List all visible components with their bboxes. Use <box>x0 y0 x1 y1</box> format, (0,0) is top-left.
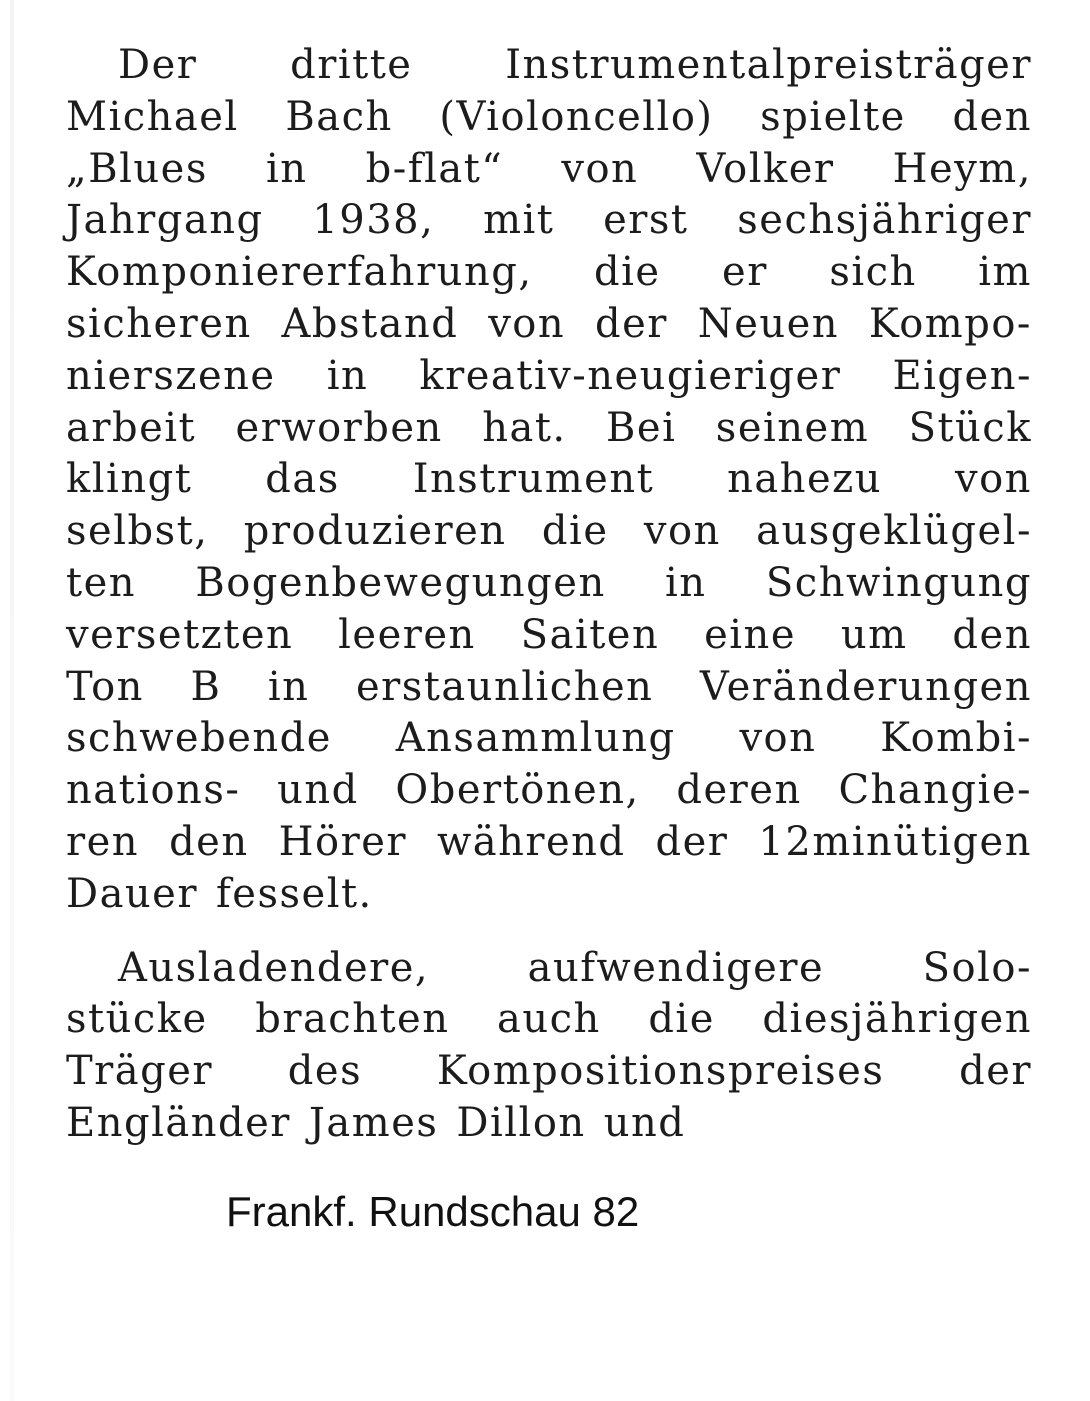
article-line: sicheren Abstand von der Neuen Kompo- <box>66 300 1032 347</box>
article-line: Komponiererfahrung, die er sich im <box>66 249 1032 296</box>
article-line: Träger des Kompositionspreises der <box>66 1048 1032 1095</box>
article-line: „Blues in b-flat“ von Volker Heym, <box>66 145 1032 192</box>
article-line: stücke brachten auch die diesjährigen <box>66 996 1032 1043</box>
article-line: Der dritte Instrumentalpreisträger <box>118 42 1032 88</box>
article-line: klingt das Instrument nahezu von <box>66 456 1032 503</box>
article-line: Engländer James Dillon und <box>66 1099 686 1146</box>
article-line: Michael Bach (Violoncello) spielte den <box>66 93 1032 140</box>
article-line: versetzten leeren Saiten eine um den <box>66 611 1032 658</box>
article-line: Dauer fesselt. <box>66 870 373 917</box>
article-paragraph <box>66 40 1032 921</box>
article-line: Ausladendere, aufwendigere Solo- <box>118 944 1032 991</box>
article-line: ten Bogenbewegungen in Schwingung <box>66 559 1032 606</box>
article-line: nierszene in kreativ-neugieriger Eigen- <box>66 352 1032 399</box>
article-line: Jahrgang 1938, mit erst sechsjähriger <box>66 197 1032 244</box>
article-text <box>66 40 1032 1150</box>
article-line: arbeit erworben hat. Bei seinem Stück <box>66 404 1032 451</box>
article-line: ren den Hörer während der 12minütigen <box>66 818 1032 865</box>
article-line: selbst, produzieren die von ausgeklügel- <box>66 508 1032 555</box>
article-line: nations- und Obertönen, deren Changie- <box>66 767 1032 814</box>
article-line: schwebende Ansammlung von Kombi- <box>66 715 1032 762</box>
paragraph-gap <box>66 921 1032 943</box>
source-caption: Frankf. Rundschau 82 <box>226 1188 640 1235</box>
article-paragraph <box>66 943 1032 1150</box>
article-line: Ton B in erstaunlichen Veränderungen <box>66 663 1032 710</box>
scan-edge <box>10 0 14 1401</box>
